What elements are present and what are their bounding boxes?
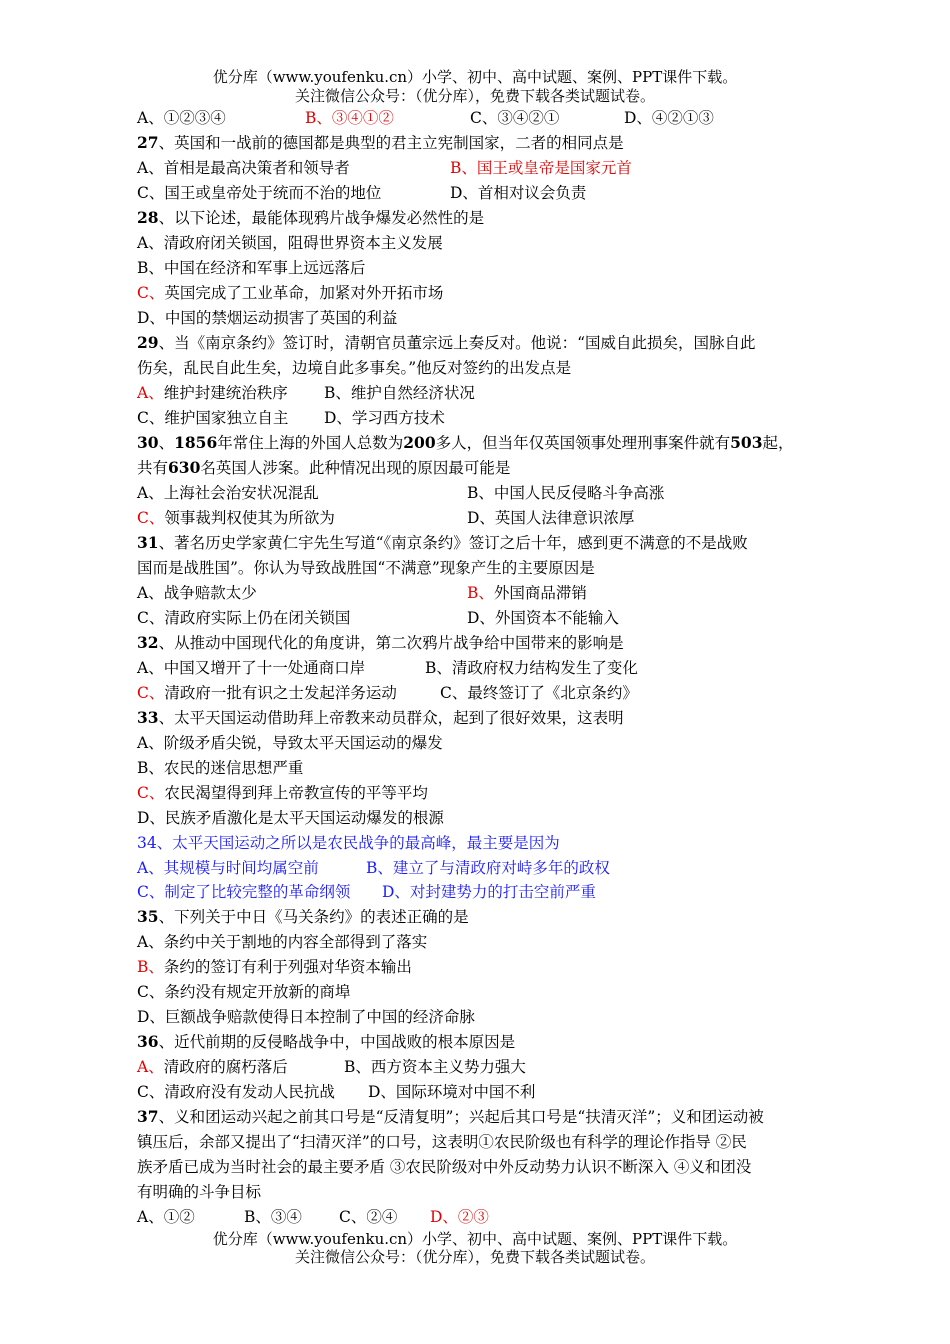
q36-option-c: C、清政府没有发动人民抗战	[137, 1083, 335, 1101]
q36-row-cd	[137, 1082, 536, 1102]
q32-option-c: C、清政府一批有识之士发起洋务运动	[137, 684, 397, 702]
q28-option-a: A、清政府闭关锁国，阻碍世界资本主义发展	[137, 234, 443, 252]
q35-option-b: B、条约的签订有利于列强对华资本输出	[137, 958, 412, 976]
q34-row-cd	[137, 882, 596, 902]
q33-option-b: B、农民的迷信思想严重	[137, 759, 304, 777]
q33-number: 33	[137, 708, 159, 727]
q27-option-d: D、首相对议会负责	[450, 184, 587, 202]
q30-option-c: C、领事裁判权使其为所欲为	[137, 509, 335, 527]
q26-option-a: A、①②③④	[137, 109, 226, 127]
q30-option-b: B、中国人民反侵略斗争高涨	[467, 484, 665, 502]
q37-stem-1: 37、义和团运动兴起之前其口号是“反清复明”；兴起后其口号是“扶清灭洋”；义和团运动被	[137, 1107, 764, 1126]
q33-option-c: C、农民渴望得到拜上帝教宣传的平等平均	[137, 784, 428, 802]
q37-option-a: A、①②	[137, 1208, 195, 1226]
q26-option-c: C、③④②①	[470, 109, 560, 127]
q29-stem-2: 伤矣，乱民自此生矣，边境自此多事矣。”他反对签约的出发点是	[137, 359, 572, 377]
q37-number: 37	[137, 1107, 159, 1126]
q28-option-c-letter: C、	[137, 284, 165, 302]
q28-option-b: B、中国在经济和军事上远远落后	[137, 259, 366, 277]
q31-option-a: A、战争赔款太少	[137, 584, 257, 602]
q27-stem	[137, 133, 624, 153]
footer-line-2: 关注微信公众号：（优分库），免费下载各类试题试卷。	[294, 1248, 655, 1266]
q27-option-b: B、国王或皇帝是国家元首	[450, 159, 632, 177]
q27-number: 27	[137, 133, 159, 152]
q28-option-c	[137, 283, 443, 303]
q36-number: 36	[137, 1032, 159, 1051]
q29-stem-text-1: 、当《南京条约》签订时，清朝官员董宗远上奏反对。他说：“国威自此损矣，国脉自此	[158, 334, 756, 352]
q26-option-b: B、③④①②	[305, 109, 394, 127]
q28-stem-text: 、以下论述，最能体现鸦片战争爆发必然性的是	[158, 209, 485, 227]
q29-option-a: A、维护封建统治秩序	[137, 384, 288, 402]
q36-option-b: B、西方资本主义势力强大	[344, 1058, 526, 1076]
q30-stem-2: 共有630名英国人涉案。此种情况出现的原因最可能是	[137, 458, 511, 477]
q32-option-b: B、清政府权力结构发生了变化	[425, 659, 638, 677]
q37-stem-3: 族矛盾已成为当时社会的最主要矛盾 ③农民阶级对中外反动势力认识不断深入 ④义和团没	[137, 1158, 752, 1176]
q29-option-c: C、维护国家独立自主	[137, 409, 289, 427]
q37-options	[137, 1207, 489, 1227]
q30-option-d: D、英国人法律意识浓厚	[467, 509, 635, 527]
q34-option-b: B、建立了与清政府对峙多年的政权	[366, 859, 610, 877]
q31-option-b: B、外国商品滞销	[467, 584, 587, 602]
footer-line-1: 优分库（www.youfenku.cn）小学、初中、高中试题、案例、PPT课件下载。	[212, 1230, 738, 1248]
q34-stem: 34、太平天国运动之所以是农民战争的最高峰，最主要是因为	[137, 834, 560, 852]
q36-option-a: A、清政府的腐朽落后	[137, 1058, 288, 1076]
q29-number: 29	[137, 333, 159, 352]
q29-option-d: D、学习西方技术	[324, 409, 445, 427]
q29-option-b: B、维护自然经济状况	[324, 384, 475, 402]
q27-option-a: A、首相是最高决策者和领导者	[137, 159, 350, 177]
q34-option-d: D、对封建势力的打击空前严重	[382, 883, 596, 901]
q37-option-c: C、②④	[339, 1208, 398, 1226]
q31-row-ab	[137, 583, 587, 603]
q31-option-c: C、清政府实际上仍在闭关锁国	[137, 609, 351, 627]
q27-option-c: C、国王或皇帝处于统而不治的地位	[137, 184, 382, 202]
q35-option-c: C、条约没有规定开放新的商埠	[137, 983, 351, 1001]
q35-number: 35	[137, 907, 159, 926]
q27-stem-text: 、英国和一战前的德国都是典型的君主立宪制国家，二者的相同点是	[158, 134, 624, 152]
q31-stem-2: 国而是战胜国”。你认为导致战胜国“不满意”现象产生的主要原因是	[137, 559, 595, 577]
q37-stem-4: 有明确的斗争目标	[137, 1183, 262, 1201]
q33-option-d: D、民族矛盾激化是太平天国运动爆发的根源	[137, 809, 444, 827]
q35-option-a: A、条约中关于割地的内容全部得到了落实	[137, 933, 428, 951]
q33-stem: 33、太平天国运动借助拜上帝教来动员群众，起到了很好效果，这表明	[137, 708, 624, 727]
q28-stem	[137, 208, 484, 228]
q36-stem: 36、近代前期的反侵略战争中，中国战败的根本原因是	[137, 1032, 516, 1051]
q32-stem: 32、从推动中国现代化的角度讲，第二次鸦片战争给中国带来的影响是	[137, 633, 624, 652]
q34-row-ab	[137, 858, 610, 878]
q26-option-d: D、④②①③	[624, 109, 714, 127]
q30-option-a: A、上海社会治安状况混乱	[137, 484, 319, 502]
q32-row-ab	[137, 658, 638, 678]
q28-number: 28	[137, 208, 159, 227]
q32-option-a: A、中国又增开了十一处通商口岸	[137, 659, 366, 677]
q30-number: 30	[137, 433, 159, 452]
q30-row-cd	[137, 508, 635, 528]
q28-option-d: D、中国的禁烟运动损害了英国的利益	[137, 309, 398, 327]
header-line-2: 关注微信公众号：（优分库），免费下载各类试题试卷。	[294, 87, 655, 105]
q35-stem: 35、下列关于中日《马关条约》的表述正确的是	[137, 907, 469, 926]
q37-option-b: B、③④	[244, 1208, 302, 1226]
header-line-1: 优分库（www.youfenku.cn）小学、初中、高中试题、案例、PPT课件下载。	[212, 68, 738, 86]
q30-stem-1: 30、1856年常住上海的外国人总数为200多人，但当年仅英国领事处理刑事案件就有503起，	[137, 433, 794, 452]
q29-stem-1	[137, 333, 756, 353]
q32-number: 32	[137, 633, 159, 652]
q29-row-cd	[137, 408, 445, 428]
q31-row-cd	[137, 608, 619, 628]
q32-option-d: C、最终签订了《北京条约》	[440, 684, 638, 702]
q37-option-d: D、②③	[430, 1208, 489, 1226]
q34-option-c: C、制定了比较完整的革命纲领	[137, 883, 351, 901]
q33-option-a: A、阶级矛盾尖锐，导致太平天国运动的爆发	[137, 734, 443, 752]
q29-row-ab	[137, 383, 475, 403]
q32-row-cd	[137, 683, 638, 703]
q28-option-c-text: 英国完成了工业革命，加紧对外开拓市场	[164, 284, 444, 302]
q30-row-ab	[137, 483, 665, 503]
q31-number: 31	[137, 533, 159, 552]
q37-stem-2: 镇压后，余部又提出了“扫清灭洋”的口号，这表明①农民阶级也有科学的理论作指导 ②民	[137, 1133, 747, 1151]
q31-stem-1: 31、著名历史学家黄仁宇先生写道“《南京条约》签订之后十年，感到更不满意的不是战败	[137, 533, 748, 552]
q36-row-ab	[137, 1057, 526, 1077]
q35-option-d: D、巨额战争赔款使得日本控制了中国的经济命脉	[137, 1008, 475, 1026]
q36-option-d: D、国际环境对中国不利	[368, 1083, 536, 1101]
q31-option-d: D、外国资本不能输入	[467, 609, 619, 627]
q34-option-a: A、其规模与时间均属空前	[137, 859, 319, 877]
